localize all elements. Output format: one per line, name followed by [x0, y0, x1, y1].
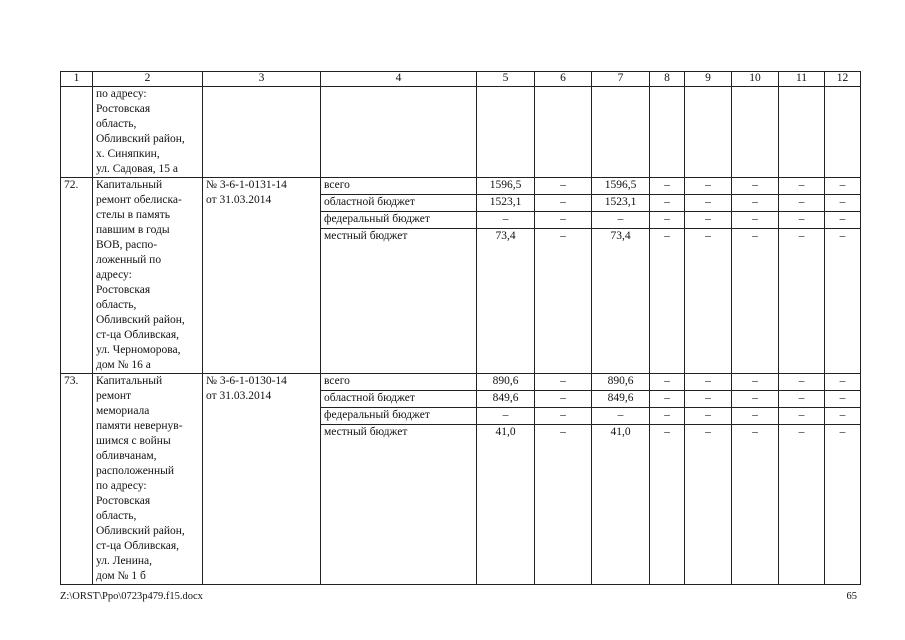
value-cell: – [779, 229, 825, 374]
col-header: 4 [321, 72, 477, 87]
value-cell: – [732, 178, 779, 195]
document-ref: № 3-6-1-0131-14 от 31.03.2014 [203, 178, 321, 374]
col-header: 1 [61, 72, 93, 87]
value-cell: – [685, 229, 732, 374]
col-header: 2 [93, 72, 203, 87]
budget-table [60, 71, 861, 585]
value-cell: – [732, 195, 779, 212]
funding-source: всего [321, 374, 477, 391]
value-cell [732, 87, 779, 178]
funding-source: федеральный бюджет [321, 212, 477, 229]
value-cell: 41,0 [592, 425, 650, 585]
value-cell [592, 87, 650, 178]
doc-cell [203, 87, 321, 178]
value-cell: – [477, 408, 535, 425]
value-cell: – [535, 178, 592, 195]
table-row [61, 374, 861, 391]
col-header: 5 [477, 72, 535, 87]
value-cell: – [825, 374, 861, 391]
funding-source: всего [321, 178, 477, 195]
column-number-row [61, 72, 861, 87]
value-cell: – [650, 391, 685, 408]
value-cell: – [825, 195, 861, 212]
value-cell: – [825, 229, 861, 374]
value-cell: – [779, 374, 825, 391]
item-number: 72. [61, 178, 93, 374]
value-cell: 1523,1 [592, 195, 650, 212]
file-path: Z:\ORST\Ppo\0723p479.f15.docx [60, 591, 203, 602]
value-cell: – [535, 425, 592, 585]
value-cell: – [650, 195, 685, 212]
funding-source: федеральный бюджет [321, 408, 477, 425]
value-cell [825, 87, 861, 178]
value-cell [535, 87, 592, 178]
value-cell: 1596,5 [477, 178, 535, 195]
value-cell: – [732, 212, 779, 229]
value-cell: – [685, 408, 732, 425]
value-cell: – [825, 391, 861, 408]
value-cell: – [685, 374, 732, 391]
value-cell: – [650, 229, 685, 374]
value-cell: – [779, 195, 825, 212]
funding-source: областной бюджет [321, 391, 477, 408]
value-cell: – [732, 425, 779, 585]
object-name: Капитальный ремонт обелиска- стелы в память павшим в годы ВОВ, распо- ложенный по адресу: Ростовская область, Обливский район, ст-ца Обливская, ул. Черноморова, дом № 16 а [93, 178, 203, 374]
funding-source: местный бюджет [321, 229, 477, 374]
value-cell: 1523,1 [477, 195, 535, 212]
value-cell: – [825, 178, 861, 195]
col-header: 10 [732, 72, 779, 87]
table-row [61, 178, 861, 195]
col-header: 8 [650, 72, 685, 87]
col-header: 3 [203, 72, 321, 87]
value-cell [650, 87, 685, 178]
col-header: 12 [825, 72, 861, 87]
col-header: 6 [535, 72, 592, 87]
value-cell: – [477, 212, 535, 229]
value-cell: 890,6 [477, 374, 535, 391]
value-cell: – [779, 391, 825, 408]
col-header: 9 [685, 72, 732, 87]
value-cell: 849,6 [592, 391, 650, 408]
col-header: 11 [779, 72, 825, 87]
value-cell: – [732, 391, 779, 408]
value-cell [477, 87, 535, 178]
document-ref: № 3-6-1-0130-14 от 31.03.2014 [203, 374, 321, 585]
value-cell: 41,0 [477, 425, 535, 585]
value-cell: – [650, 408, 685, 425]
value-cell: – [779, 408, 825, 425]
value-cell: – [535, 408, 592, 425]
source-cell [321, 87, 477, 178]
continuation-row [61, 87, 861, 178]
value-cell: – [685, 195, 732, 212]
value-cell: – [650, 374, 685, 391]
value-cell: 890,6 [592, 374, 650, 391]
value-cell [779, 87, 825, 178]
value-cell: – [779, 212, 825, 229]
value-cell: – [685, 178, 732, 195]
value-cell: – [535, 195, 592, 212]
funding-source: областной бюджет [321, 195, 477, 212]
value-cell: – [732, 229, 779, 374]
value-cell: – [825, 425, 861, 585]
value-cell: – [535, 374, 592, 391]
object-name: по адресу: Ростовская область, Обливский район, х. Синяпкин, ул. Садовая, 15 а [93, 87, 203, 178]
value-cell: 849,6 [477, 391, 535, 408]
value-cell: 73,4 [477, 229, 535, 374]
value-cell: – [779, 178, 825, 195]
value-cell: – [685, 425, 732, 585]
value-cell: – [779, 425, 825, 585]
value-cell: – [535, 229, 592, 374]
value-cell: – [650, 425, 685, 585]
page-number: 65 [846, 591, 857, 602]
value-cell: – [592, 212, 650, 229]
num-cell [61, 87, 93, 178]
item-number: 73. [61, 374, 93, 585]
value-cell: 73,4 [592, 229, 650, 374]
value-cell: – [650, 178, 685, 195]
value-cell: – [825, 212, 861, 229]
value-cell: – [825, 408, 861, 425]
object-name: Капитальный ремонт мемориала памяти невернув- шимся с войны обливчанам, расположенный по адресу: Ростовская область, Обливский район, ст-ца Обливская, ул. Ленина, дом № 1 б [93, 374, 203, 585]
value-cell: – [535, 391, 592, 408]
value-cell: – [650, 212, 685, 229]
value-cell [685, 87, 732, 178]
funding-source: местный бюджет [321, 425, 477, 585]
value-cell: – [685, 391, 732, 408]
value-cell: 1596,5 [592, 178, 650, 195]
value-cell: – [685, 212, 732, 229]
value-cell: – [732, 374, 779, 391]
col-header: 7 [592, 72, 650, 87]
value-cell: – [535, 212, 592, 229]
value-cell: – [732, 408, 779, 425]
value-cell: – [592, 408, 650, 425]
